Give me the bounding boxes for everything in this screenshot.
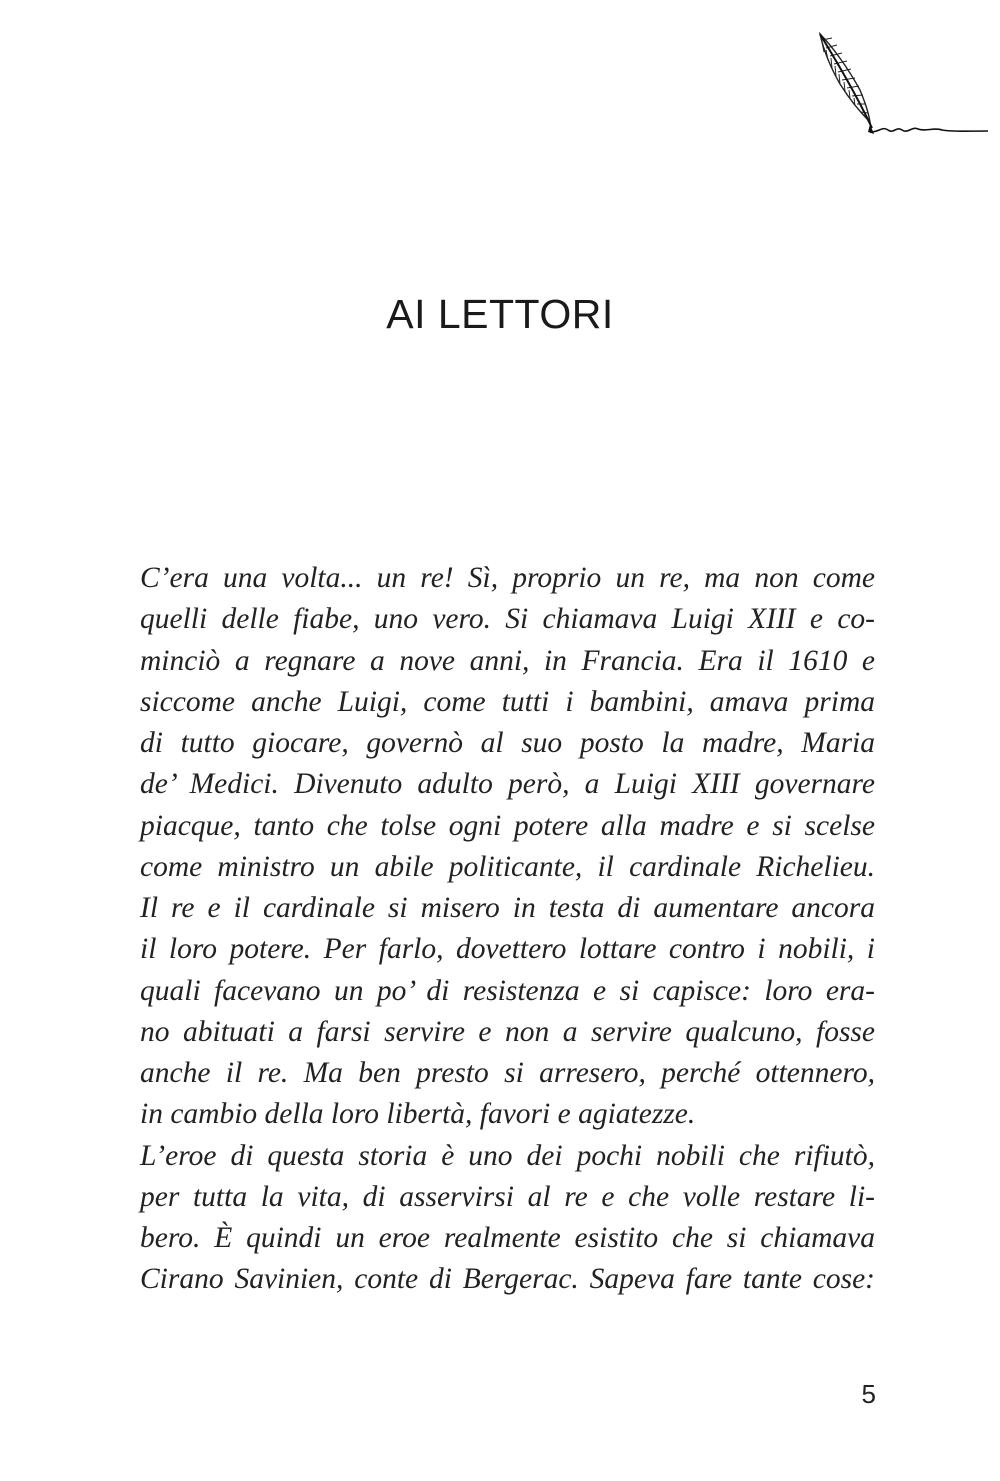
text-line: per tutta la vita, di asservirsi al re e che volle restare li- <box>140 1180 875 1213</box>
text-line: quali facevano un po’ di resistenza e si capisce: loro era- <box>140 974 875 1007</box>
text-line: anche il re. Ma ben presto si arresero, perché ottennero, <box>140 1057 875 1089</box>
text-line: C’era una volta... un re! Sì, proprio un re, ma non come <box>140 562 875 594</box>
text-line: il loro potere. Per farlo, dovettero lottare contro i nobili, i <box>140 933 875 966</box>
text-line: de’ Medici. Divenuto adulto però, a Luigi XIII governare <box>140 768 875 801</box>
text-line: piacque, tanto che tolse ogni potere alla madre e si scelse <box>140 809 875 842</box>
page-title: AI LETTORI <box>386 291 614 337</box>
text-line: minciò a regnare a nove anni, in Francia. Era il 1610 e <box>140 644 875 677</box>
text-line: come ministro un abile politicante, il cardinale Richelieu. <box>140 850 875 883</box>
text-line: Il re e il cardinale si misero in testa di aumentare ancora <box>140 892 875 924</box>
text-line: Cirano Savinien, conte di Bergerac. Sapeva fare tante cose: <box>140 1263 875 1296</box>
text-line: in cambio della loro libertà, favori e agiatezze. <box>140 1098 696 1131</box>
text-line: di tutto giocare, governò al suo posto la madre, Maria <box>140 727 875 759</box>
text-line: quelli delle fiabe, uno vero. Si chiamava Luigi XIII e co- <box>140 603 875 636</box>
page-number: 5 <box>861 1379 876 1409</box>
text-line: L’eroe di questa storia è uno dei pochi nobili che rifiutò, <box>140 1139 875 1172</box>
body-paragraph <box>140 558 875 1301</box>
text-line: siccome anche Luigi, come tutti i bambini, amava prima <box>140 685 875 718</box>
text-line: no abituati a farsi servire e non a servire qualcuno, fosse <box>140 1015 875 1048</box>
text-line: bero. È quindi un eroe realmente esistito che si chiamava <box>140 1222 875 1254</box>
quill-pen-icon <box>810 28 990 140</box>
